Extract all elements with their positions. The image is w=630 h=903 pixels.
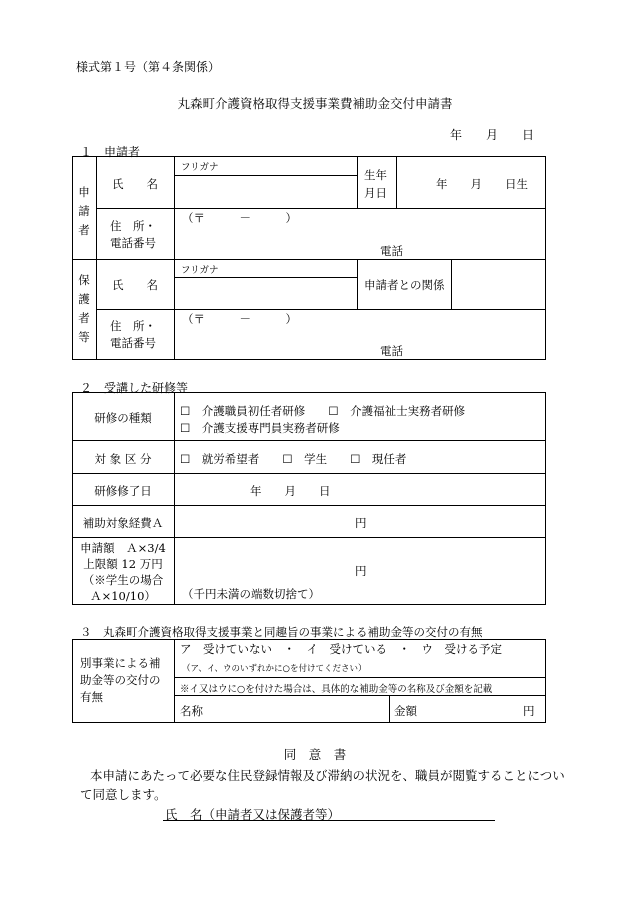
cost-yen: 円 (355, 516, 367, 530)
consent-line2: て同意します。 (80, 787, 167, 802)
rounding-note: （千円未満の端数切捨て） (182, 587, 320, 601)
other-subsidy-detail-note: ※イ又はウに○を付けた場合は、具体的な補助金等の名称及び金額を記載 (180, 684, 493, 695)
guardian-furigana-label: フリガナ (181, 265, 219, 276)
completion-label: 研修修了日 (94, 484, 152, 498)
form-number: 様式第１号（第４条関係） (76, 60, 221, 74)
relation-label: 申請者との関係 (364, 278, 445, 292)
page-title: 丸森町介護資格取得支援事業費補助金交付申請書 (177, 96, 453, 111)
section1-heading: １ 申請者 (80, 145, 141, 159)
training-type-label: 研修の種類 (94, 411, 152, 425)
request-label: 申請額 Ａ×3/4 上限額 12 万円 （※学生の場合 Ａ×10/10） (80, 541, 166, 603)
guardian-postal: （〒 － ） (182, 312, 297, 326)
consent-line1: 本申請にあたって必要な住民登録情報及び滞納の状況を、職員が閲覧することについ (90, 768, 565, 783)
signature-line (163, 820, 495, 821)
target-label: 対 象 区 分 (94, 452, 152, 466)
applicant-postal: （〒 － ） (182, 211, 297, 225)
request-yen: 円 (355, 564, 367, 578)
applicant-address-label: 住 所・ 電話番号 (110, 219, 156, 250)
consent-title: 同 意 書 (283, 747, 347, 762)
other-subsidy-name-label: 名称 (180, 704, 203, 718)
other-subsidy-options-note: （ア、イ、ウのいずれかに○を付けてください） (182, 664, 367, 674)
applicant-label: 申 請 者 (78, 185, 90, 237)
other-subsidy-options: ア 受けていない ・ イ 受けている ・ ウ 受ける予定 (180, 642, 502, 656)
signature-label: 氏 名（申請者又は保護者等） (165, 807, 341, 822)
guardian-phone: 電話 (380, 344, 403, 358)
other-subsidy-label: 別事業による補 助金等の交付の 有無 (80, 656, 161, 704)
other-subsidy-amount-label: 金額 (394, 704, 417, 718)
cost-label: 補助対象経費Ａ (82, 516, 164, 530)
target-options: ☐ 就労希望者 ☐ 学生 ☐ 現任者 (180, 452, 407, 466)
completion-value: 年 月 日 (250, 484, 331, 498)
section3-heading: ３ 丸森町介護資格取得支援事業と同趣旨の事業による補助金等の交付の有無 (80, 625, 483, 639)
guardian-name-label: 氏 名 (112, 278, 158, 292)
birth-label: 生年 月日 (364, 168, 387, 200)
birth-value: 年 月 日生 (436, 177, 528, 191)
section2-heading: ２ 受講した研修等 (80, 381, 189, 395)
guardian-address-label: 住 所・ 電話番号 (110, 319, 156, 350)
other-subsidy-yen: 円 (523, 704, 535, 718)
applicant-furigana-label: フリガナ (181, 162, 219, 173)
applicant-phone: 電話 (380, 244, 403, 258)
applicant-name-label: 氏 名 (112, 177, 158, 191)
training-type-options: ☐ 介護職員初任者研修 ☐ 介護福祉士実務者研修 ☐ 介護支援専門員実務者研修 (180, 404, 466, 435)
date-line: 年 月 日 (450, 128, 535, 142)
guardian-label: 保 護 者 等 (78, 273, 90, 344)
